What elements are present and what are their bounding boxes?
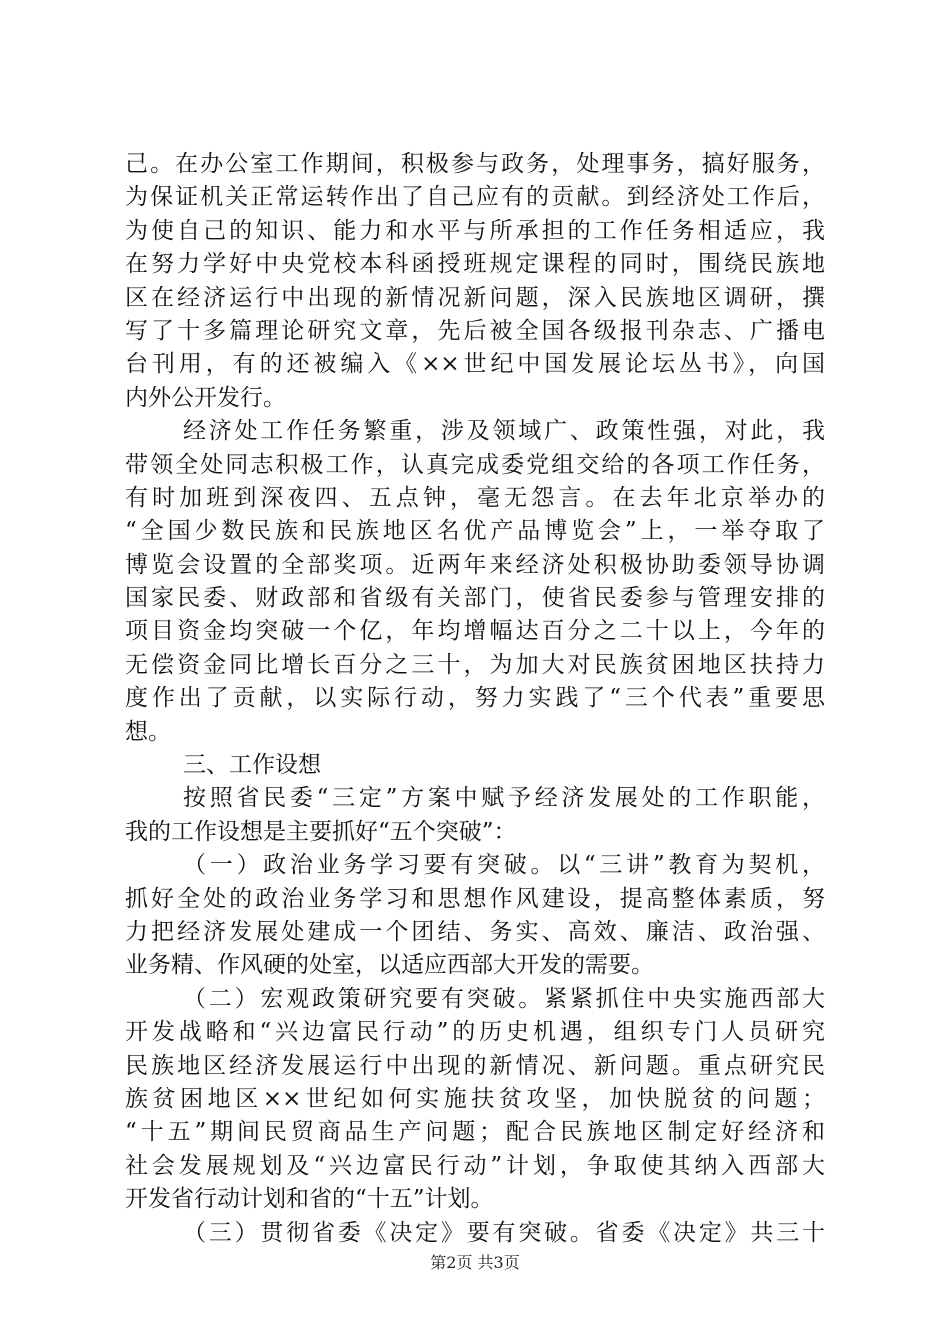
text-line: 在努力学好中央党校本科函授班规定课程的同时，围绕民族地 bbox=[125, 251, 825, 278]
text-line: 按照省民委“三定”方案中赋予经济发展处的工作职能， bbox=[183, 785, 825, 812]
text-line: 为使自己的知识、能力和水平与所承担的工作任务相适应，我 bbox=[125, 217, 825, 244]
text-line: 度作出了贡献，以实际行动，努力实践了“三个代表”重要思 bbox=[125, 685, 825, 712]
text-line: 带领全处同志积极工作，认真完成委党组交给的各项工作任务， bbox=[125, 451, 825, 478]
text-line: （二）宏观政策研究要有突破。紧紧抓住中央实施西部大 bbox=[183, 985, 825, 1012]
text-line: 民族地区经济发展运行中出现的新情况、新问题。重点研究民 bbox=[125, 1052, 825, 1079]
text-line: 族贫困地区××世纪如何实施扶贫攻坚，加快脱贫的问题； bbox=[125, 1085, 825, 1112]
text-line: 有时加班到深夜四、五点钟，毫无怨言。在去年北京举办的 bbox=[125, 484, 825, 511]
document-body bbox=[125, 148, 825, 1250]
text-line: 力把经济发展处建成一个团结、务实、高效、廉洁、政治强、 bbox=[125, 918, 825, 945]
text-line: （三）贯彻省委《决定》要有突破。省委《决定》共三十 bbox=[183, 1219, 825, 1246]
text-line: 己。在办公室工作期间，积极参与政务，处理事务，搞好服务， bbox=[125, 151, 825, 177]
text-line: 开发省行动计划和省的“十五”计划。 bbox=[125, 1186, 494, 1213]
text-line: 想。 bbox=[125, 718, 171, 745]
text-line: “十五”期间民贸商品生产问题；配合民族地区制定好经济和 bbox=[125, 1119, 825, 1146]
text-line: 经济处工作任务繁重，涉及领域广、政策性强，对此，我 bbox=[183, 418, 825, 445]
text-line: 内外公开发行。 bbox=[125, 384, 286, 411]
text-line: 三、工作设想 bbox=[183, 752, 321, 779]
text-line: 抓好全处的政治业务学习和思想作风建设，提高整体素质，努 bbox=[125, 885, 825, 912]
text-line: 业务精、作风硬的处室，以适应西部大开发的需要。 bbox=[125, 952, 654, 979]
page-footer: 第2页 共3页 bbox=[430, 1253, 520, 1272]
text-line: 社会发展规划及“兴边富民行动”计划，争取使其纳入西部大 bbox=[125, 1152, 825, 1179]
text-line: 项目资金均突破一个亿，年均增幅达百分之二十以上，今年的 bbox=[125, 618, 825, 645]
text-line: 无偿资金同比增长百分之三十，为加大对民族贫困地区扶持力 bbox=[125, 651, 825, 678]
text-line: 写了十多篇理论研究文章，先后被全国各级报刊杂志、广播电 bbox=[125, 317, 825, 344]
text-line: 台刊用，有的还被编入《××世纪中国发展论坛丛书》，向国 bbox=[125, 351, 825, 378]
text-line: 为保证机关正常运转作出了自己应有的贡献。到经济处工作后， bbox=[125, 184, 825, 211]
text-line: 我的工作设想是主要抓好“五个突破”： bbox=[125, 818, 517, 845]
text-line: 博览会设置的全部奖项。近两年来经济处积极协助委领导协调 bbox=[125, 551, 825, 578]
text-line: “全国少数民族和民族地区名优产品博览会”上，一举夺取了 bbox=[125, 518, 825, 545]
text-line: 开发战略和“兴边富民行动”的历史机遇，组织专门人员研究 bbox=[125, 1019, 825, 1046]
text-line: 国家民委、财政部和省级有关部门，使省民委参与管理安排的 bbox=[125, 585, 825, 612]
text-line: 区在经济运行中出现的新情况新问题，深入民族地区调研，撰 bbox=[125, 284, 825, 311]
text-line: （一）政治业务学习要有突破。以“三讲”教育为契机， bbox=[183, 852, 825, 879]
